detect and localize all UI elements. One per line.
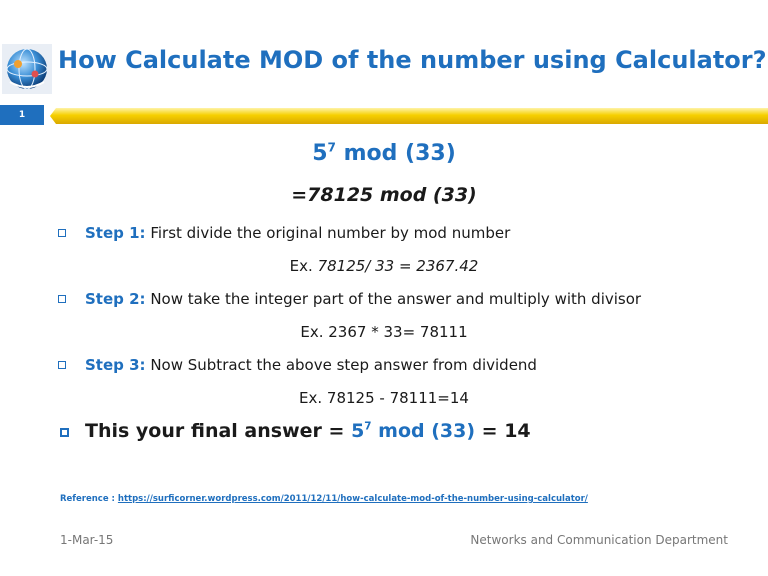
formula-base: 5 (312, 141, 328, 166)
step-2-label: Step 2: (85, 290, 146, 308)
step-1-label: Step 1: (85, 224, 146, 242)
step-3-example: Ex. 78125 - 78111=14 (299, 389, 469, 407)
reference-link[interactable]: https://surficorner.wordpress.com/2011/12/11/how-calculate-mod-of-the-number-using-calculator/ (117, 494, 588, 504)
step-1-example (0, 257, 768, 275)
page-title: How Calculate MOD of the number using Calculator? (58, 46, 767, 74)
reference-label: Reference : (60, 494, 118, 504)
footer-date: 1-Mar-15 (60, 533, 114, 547)
final-equals-1: = (321, 420, 352, 442)
step-1-text: First divide the original number by mod number (150, 224, 511, 242)
step-2-example: Ex. 2367 * 33= 78111 (300, 323, 468, 341)
reference (60, 494, 588, 504)
square-bullet-icon (60, 428, 69, 437)
final-mod: mod (33) (371, 420, 476, 442)
final-base: 5 (351, 420, 365, 442)
square-bullet-icon (58, 229, 66, 237)
step-1-example-value: 78125/ 33 = 2367.42 (317, 257, 479, 275)
formula-expanded: =78125 mod (33) (291, 184, 477, 206)
final-equals-2: = 14 (475, 420, 531, 442)
formula-heading (0, 141, 768, 166)
footer-department: Networks and Communication Department (470, 533, 728, 547)
square-bullet-icon (58, 361, 66, 369)
globe-logo-icon (2, 44, 52, 94)
title-accent-bar (50, 106, 768, 126)
slide-number: 1 (0, 105, 44, 125)
step-3-label: Step 3: (85, 356, 146, 374)
formula-mod: mod (33) (343, 141, 456, 166)
step-2-text: Now take the integer part of the answer and multiply with divisor (150, 290, 642, 308)
step-1-example-prefix: Ex. (289, 257, 318, 275)
final-prefix: This your final answer (85, 420, 322, 442)
square-bullet-icon (58, 295, 66, 303)
final-exponent: 7 (364, 420, 372, 433)
step-3-text: Now Subtract the above step answer from dividend (150, 356, 537, 374)
formula-exponent: 7 (327, 140, 336, 155)
